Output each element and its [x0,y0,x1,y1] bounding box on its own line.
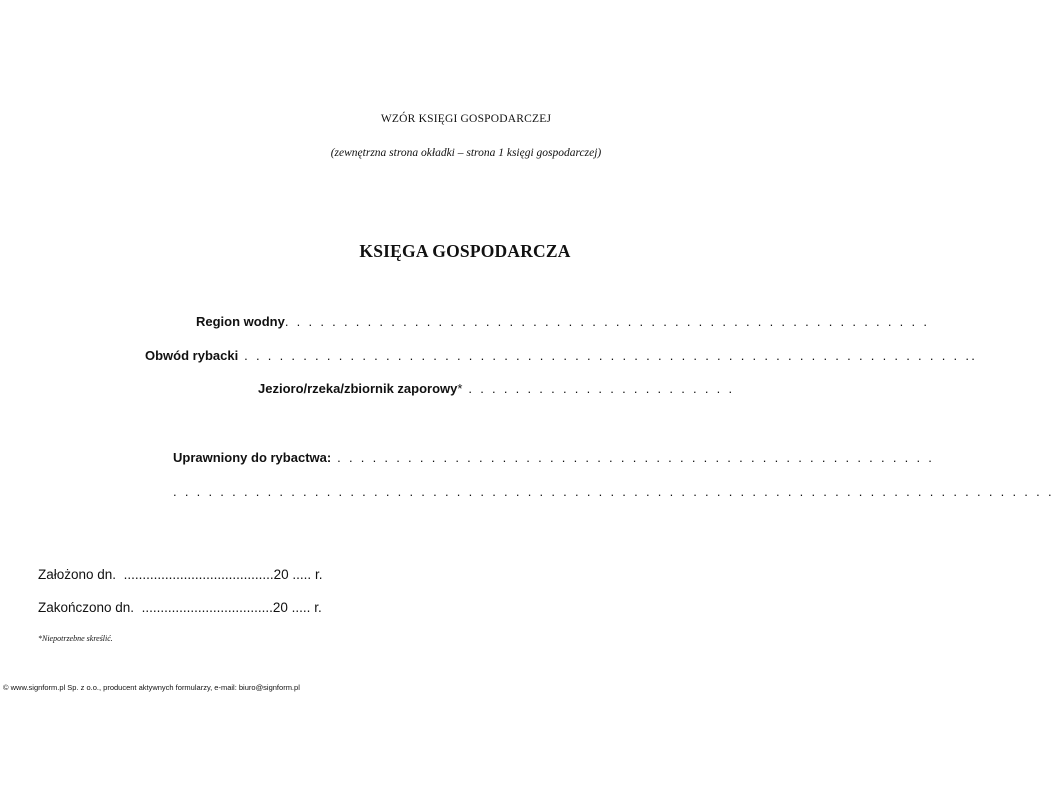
field-uprawniony-continuation-dots: . . . . . . . . . . . . . . . . . . . . . . . . . . . . . . . . . . . . . . . . . . . . . . . . . . . . . . . . . . . . . . . . . . . . . . . . . . . [173,484,1054,499]
field-region-dots: . . . . . . . . . . . . . . . . . . . . . . . . . . . . . . . . . . . . . . . . . . . . . . . . . . . . . . . [284,314,930,329]
field-obwod [145,348,977,363]
date-zakonczono-dots: ................................... [141,600,273,615]
date-zakonczono-label: Zakończono dn. [38,600,135,615]
date-zakonczono-suffix: r. [314,600,322,615]
date-zalozono-label: Założono dn. [38,567,117,582]
document-model-label: WZÓR KSIĘGI GOSPODARCZEJ [380,113,552,125]
field-uprawniony-continuation [173,484,1054,499]
date-zakonczono-year-dots: ..... [291,600,311,615]
field-obwod-label: Obwód rybacki [145,348,239,363]
field-uprawniony-label: Uprawniony do rybactwa: [173,450,332,465]
date-zalozono-dots: ........................................ [123,567,274,582]
field-jezioro-dots: . . . . . . . . . . . . . . . . . . . . . . . [462,381,735,396]
date-zakonczono-year-prefix: 20 [272,600,288,615]
date-zalozono-year-prefix: 20 [273,567,289,582]
document-subtitle: (zewnętrzna strona okładki – strona 1 księgi gospodarczej) [330,147,602,159]
field-region [196,314,929,329]
field-jezioro [258,381,734,396]
field-jezioro-label: Jezioro/rzeka/zbiornik zaporowy [258,381,458,396]
date-zalozono [38,567,322,582]
document-title: KSIĘGA GOSPODARCZA [359,241,571,261]
field-jezioro-marker: * [457,381,463,396]
field-uprawniony-dots: . . . . . . . . . . . . . . . . . . . . . . . . . . . . . . . . . . . . . . . . . . . . . . . . . . . [331,450,935,465]
field-region-label: Region wodny [196,314,285,329]
footnote: *Niepotrzebne skreślić. [38,634,113,643]
date-zalozono-year-dots: ..... [292,567,312,582]
date-zalozono-suffix: r. [314,567,323,582]
copyright-footer: © www.signform.pl Sp. z o.o., producent aktywnych formularzy, e-mail: biuro@signform.pl [3,683,300,692]
field-obwod-dots: . . . . . . . . . . . . . . . . . . . . . . . . . . . . . . . . . . . . . . . . . . . . . . . . . . . . . . . . . . . . . .. [238,348,978,363]
field-uprawniony [173,450,934,465]
date-zakonczono [38,600,322,615]
